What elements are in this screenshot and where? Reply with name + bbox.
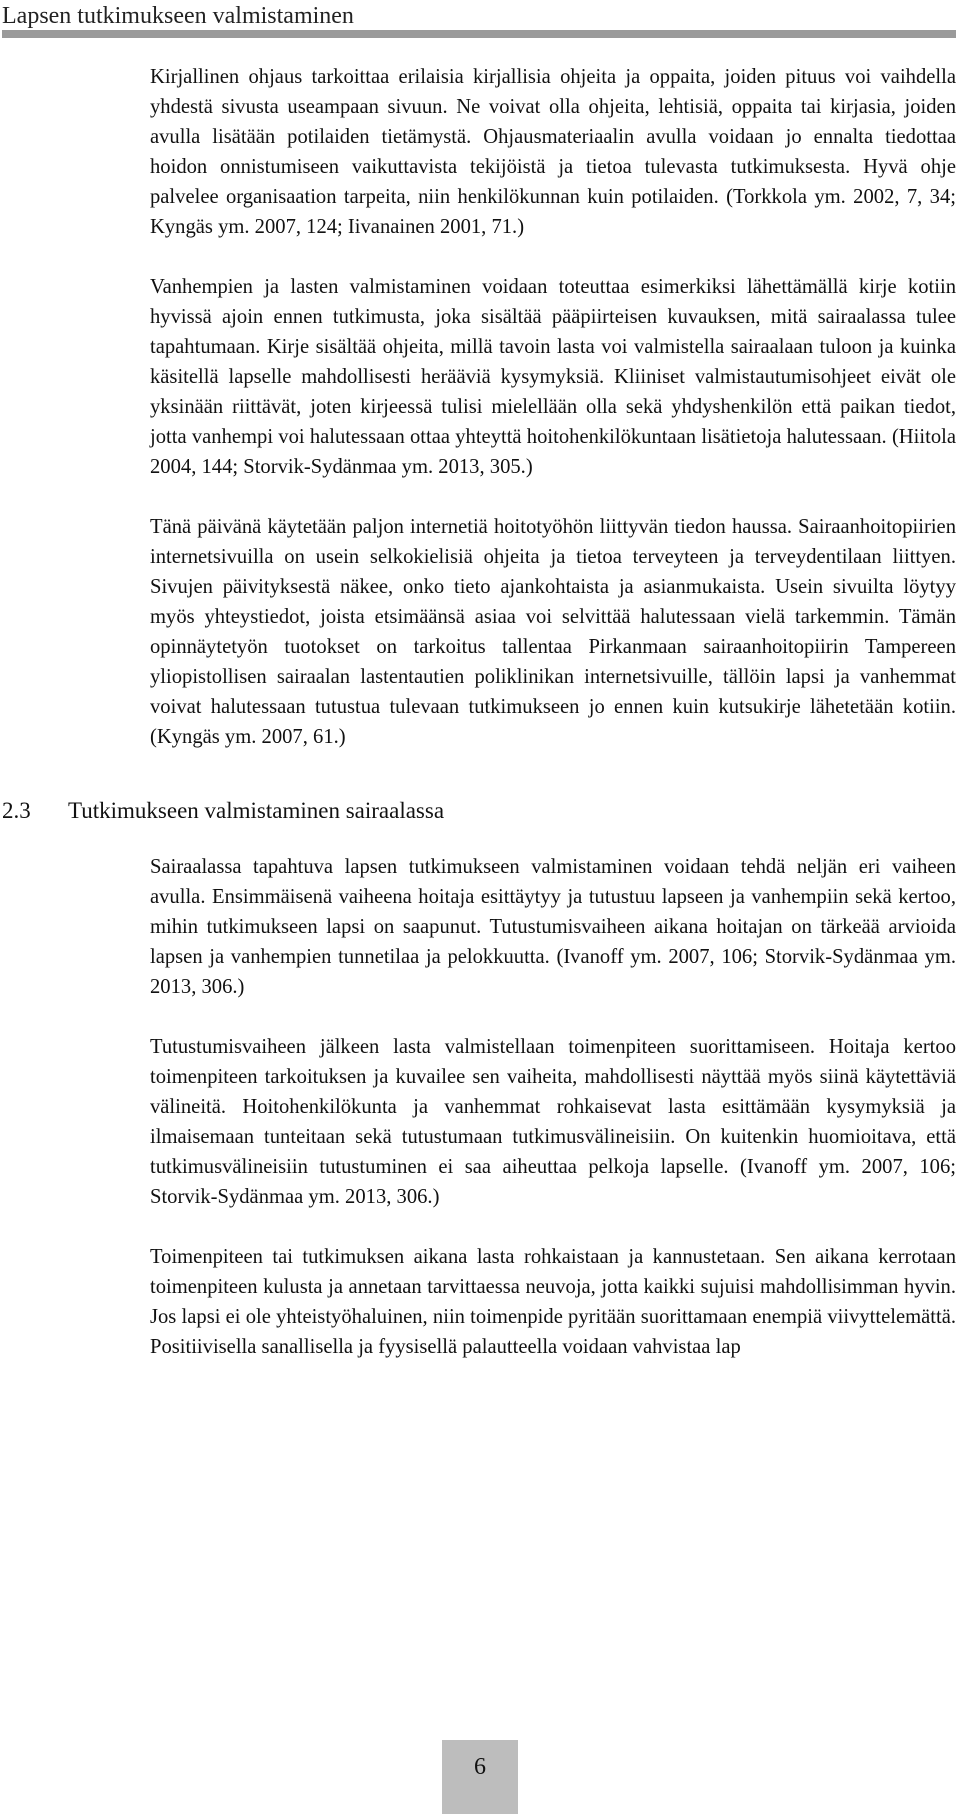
running-header-title: Lapsen tutkimukseen valmistaminen (2, 3, 354, 29)
section-title: Tutkimukseen valmistaminen sairaalassa (68, 798, 445, 823)
section-heading (2, 796, 956, 826)
paragraph-written-guidance: Kirjallinen ohjaus tarkoittaa erilaisia kirjallisia ohjeita ja oppaita, joiden pituus voi vaihdella yhdestä sivusta useampaan sivuun. Ne voivat olla ohjeita, lehtisiä, oppaita tai kirjasia, joiden avulla lisätään potilaiden tietämystä. Ohjausmateriaalin avulla voidaan jo ennalta tiedottaa hoidon onnistumiseen vaikuttavista tekijöistä ja tietoa tulevasta tutkimuksesta. Hyvä ohje palvelee organisaation tarpeita, niin henkilökunnan kuin potilaiden. (Torkkola ym. 2002, 7, 34; Kyngäs ym. 2007, 124; Iivanainen 2001, 71.) (150, 66, 956, 238)
paragraph-internet-information: Tänä päivänä käytetään paljon internetiä hoitotyöhön liittyvän tiedon haussa. Sairaanhoitopiirien internetsivuilla on usein selkokielisiä ohjeita ja tietoa terveyteen ja terveydentilaan liittyen. Sivujen päivityksestä näkee, onko tieto ajankohtaista ja asianmukaista. Usein sivuilta löytyy myös yhteystiedot, joista etsimäänsä asiaa voi selvittää halutessaan vielä tarkemmin. Tämän opinnäytetyön tuotokset on tarkoitus tallentaa Pirkanmaan sairaanhoitopiirin Tampereen yliopistollisen sairaalan lastentautien poliklinikan internetsivuille, tällöin lapsi ja vanhemmat voivat halutessaan tutustua tulevaan tutkimukseen jo ennen kuin kutsukirje lähetetään kotiin. (Kyngäs ym. 2007, 61.) (150, 516, 956, 748)
paragraph-hospital-preparation-phases: Sairaalassa tapahtuva lapsen tutkimukseen valmistaminen voidaan tehdä neljän eri vaiheen avulla. Ensimmäisenä vaiheena hoitaja esittäytyy ja tutustuu lapseen ja vanhempiin sekä kertoo, mihin tutkimukseen lapsi on saapunut. Tutustumisvaiheen aikana hoitajan on tärkeää arvioida lapsen ja vanhempien tunnetilaa ja pelokkuutta. (Ivanoff ym. 2007, 106; Storvik-Sydänmaa ym. 2013, 306.) (150, 856, 956, 998)
running-header (2, 0, 956, 44)
page-number: 6 (474, 1754, 486, 1780)
paragraph-preparation-letter: Vanhempien ja lasten valmistaminen voidaan toteuttaa esimerkiksi lähettämällä kirje kotiin hyvissä ajoin ennen tutkimusta, joka sisältää pääpiirteisen kuvauksen, mitä sairaalassa tulee tapahtumaan. Kirje sisältää ohjeita, millä tavoin lasta voi valmistella sairaalaan tuloon ja kuinka käsitellä lapselle mahdollisesti herääviä kysymyksiä. Kliiniset valmistautumisohjeet eivät ole yksinään riittävät, joten kirjeessä tulisi mielellään olla sekä yhdyshenkilön että paikan tiedot, jotta vanhempi voi halutessaan ottaa yhteyttä hoitohenkilökuntaan lisätietoja halutessaan. (Hiitola 2004, 144; Storvik-Sydänmaa ym. 2013, 305.) (150, 276, 956, 478)
paragraph-during-procedure: Toimenpiteen tai tutkimuksen aikana lasta rohkaistaan ja kannustetaan. Sen aikana kerrotaan toimenpiteen kulusta ja annetaan tarvittaessa neuvoja, jotta kaikki sujuisi mahdollisimman hyvin. Jos lapsi ei ole yhteistyöhaluinen, niin toimenpide pyritään suorittamaan enempiä viivyttelemättä. Positiivisella sanallisella ja fyysisellä palautteella voidaan vahvistaa lap (150, 1246, 956, 1358)
paragraph-procedure-preparation: Tutustumisvaiheen jälkeen lasta valmistellaan toimenpiteen suorittamiseen. Hoitaja kertoo toimenpiteen tarkoituksen ja kuvailee sen vaiheita, mahdollisesti näyttää myös siinä käytettäviä välineitä. Hoitohenkilökunta ja vanhemmat rohkaisevat lasta esittämään kysymyksiä ja ilmaisemaan tunteitaan sekä tutustumaan tutkimusvälineisiin. On kuitenkin huomioitava, että tutkimusvälineisiin tutustuminen ei saa aiheuttaa pelkoja lapselle. (Ivanoff ym. 2007, 106; Storvik-Sydänmaa ym. 2013, 306.) (150, 1036, 956, 1208)
header-rule (2, 30, 956, 38)
page-number-box (442, 1740, 518, 1814)
section-number: 2.3 (2, 798, 31, 823)
